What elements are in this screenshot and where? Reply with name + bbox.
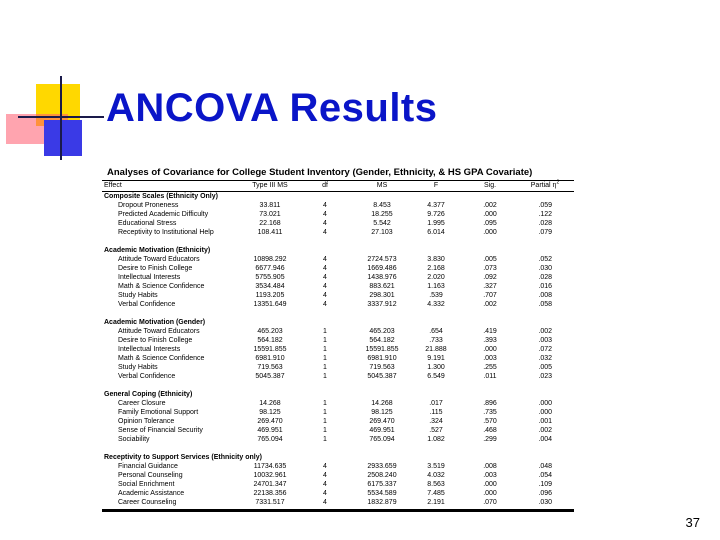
cell-ms: 5.542 [373,220,391,227]
cell-sig: .092 [483,274,497,281]
cell-sig: .003 [483,355,497,362]
cell-sig: .735 [483,409,497,416]
table-row [102,498,574,507]
cell-sig: .002 [483,301,497,308]
cell-eta: .000 [538,400,552,407]
cell-effect: Study Habits [118,292,158,299]
cell-df: 4 [323,229,327,236]
cell-f: 3.519 [427,463,445,470]
cell-ms: 298.301 [369,292,395,299]
cell-ms: 6981.910 [367,355,397,362]
cell-sig: .095 [483,220,497,227]
cell-f: 2.020 [427,274,445,281]
cell-df: 4 [323,499,327,506]
cell-effect: Math & Science Confidence [118,355,205,362]
cell-effect: Financial Guidance [118,463,178,470]
cell-df: 1 [323,364,327,371]
cell-eta: .002 [538,427,552,434]
cell-ms: 18.255 [371,211,393,218]
cell-sig: .000 [483,346,497,353]
table-group-row [102,453,574,462]
cell-ss: 7331.517 [255,499,285,506]
cell-ms: 5534.589 [367,490,397,497]
cell-sig: .005 [483,256,497,263]
cell-ss: 108.411 [257,229,283,236]
cell-effect: Verbal Confidence [118,373,176,380]
cell-effect: Family Emotional Support [118,409,199,416]
cell-ss: 765.094 [257,436,283,443]
table-row [102,462,574,471]
cell-effect: Dropout Proneness [118,202,179,209]
decor-horizontal-line [18,116,104,118]
cell-ms: 564.182 [369,337,395,344]
table-row [102,408,574,417]
cell-ss: 10032.961 [253,472,287,479]
cell-eta: .030 [538,265,552,272]
table-bottom-rule [102,509,574,512]
table-group-row [102,246,574,255]
table-group-row [102,318,574,327]
table-spacer-row [102,381,574,390]
cell-sig: .896 [483,400,497,407]
cell-df: 1 [323,355,327,362]
cell-df: 1 [323,328,327,335]
cell-ms: 2508.240 [367,472,397,479]
cell-sig: .002 [483,202,497,209]
table-header-row [102,181,574,191]
cell-ss: 5755.905 [255,274,285,281]
table-row [102,282,574,291]
cell-sig: .000 [483,211,497,218]
table-row [102,426,574,435]
cell-effect: Personal Counseling [118,472,183,479]
cell-f: 7.485 [427,490,445,497]
cell-eta: .016 [538,283,552,290]
cell-eta: .005 [538,364,552,371]
cell-f: 9.191 [427,355,445,362]
cell-ss: 98.125 [259,409,281,416]
cell-sig: .327 [483,283,497,290]
cell-df: 4 [323,292,327,299]
cell-ss: 6981.910 [255,355,285,362]
cell-df: 1 [323,346,327,353]
cell-df: 4 [323,301,327,308]
cell-ss: 465.203 [257,328,283,335]
cell-eta: .008 [538,292,552,299]
cell-ms: 6175.337 [367,481,397,488]
cell-ss: 6677.946 [255,265,285,272]
cell-sig: .000 [483,481,497,488]
table-row [102,273,574,282]
cell-effect: Desire to Finish College [118,337,193,344]
cell-eta: .079 [538,229,552,236]
cell-sig: .073 [483,265,497,272]
cell-sig: .570 [483,418,497,425]
table-row [102,435,574,444]
group-label: Academic Motivation (Gender) [104,319,206,326]
cell-sig: .393 [483,337,497,344]
cell-sig: .008 [483,463,497,470]
cell-f: .539 [429,292,443,299]
cell-f: 6.014 [427,229,445,236]
ancova-table [102,166,574,512]
cell-ms: 27.103 [371,229,393,236]
cell-ss: 33.811 [259,202,281,209]
cell-sig: .003 [483,472,497,479]
cell-ms: 1669.486 [367,265,397,272]
table-row [102,345,574,354]
cell-effect: Career Counseling [118,499,177,506]
cell-sig: .707 [483,292,497,299]
cell-sig: .419 [483,328,497,335]
table-row [102,201,574,210]
cell-df: 1 [323,409,327,416]
header-ms: MS [376,182,388,189]
cell-eta: .023 [538,373,552,380]
cell-df: 4 [323,211,327,218]
table-row [102,300,574,309]
cell-sig: .299 [483,436,497,443]
cell-ms: 15591.855 [365,346,399,353]
header-effect: Effect [104,182,122,189]
cell-f: 2.168 [427,265,445,272]
cell-f: .527 [429,427,443,434]
table-group-row [102,192,574,201]
cell-effect: Social Enrichment [118,481,175,488]
table-group-row [102,390,574,399]
cell-ms: 1438.976 [367,274,397,281]
cell-ss: 564.182 [257,337,283,344]
table-row [102,210,574,219]
cell-df: 1 [323,337,327,344]
cell-eta: .032 [538,355,552,362]
cell-df: 4 [323,283,327,290]
cell-ss: 269.470 [257,418,283,425]
cell-sig: .011 [483,373,497,380]
table-row [102,327,574,336]
cell-effect: Academic Assistance [118,490,185,497]
cell-f: 1.300 [427,364,445,371]
cell-sig: .000 [483,229,497,236]
header-f: F [433,182,439,189]
cell-ms: 469.951 [369,427,395,434]
cell-df: 4 [323,256,327,263]
cell-eta: .096 [538,490,552,497]
cell-eta: .028 [538,220,552,227]
cell-ms: 14.268 [371,400,393,407]
cell-eta: .000 [538,409,552,416]
cell-df: 1 [323,418,327,425]
cell-effect: Attitude Toward Educators [118,256,200,263]
cell-ms: 8.453 [373,202,391,209]
cell-effect: Intellectual Interests [118,346,181,353]
cell-effect: Sense of Financial Security [118,427,203,434]
cell-f: 4.032 [427,472,445,479]
cell-eta: .109 [538,481,552,488]
cell-df: 4 [323,265,327,272]
cell-ss: 14.268 [259,400,281,407]
cell-effect: Opinion Tolerance [118,418,175,425]
table-row [102,264,574,273]
cell-ss: 22.168 [259,220,281,227]
cell-ss: 15591.855 [253,346,287,353]
cell-f: 8.563 [427,481,445,488]
cell-f: 1.163 [427,283,445,290]
cell-effect: Math & Science Confidence [118,283,205,290]
cell-eta: .048 [538,463,552,470]
table-row [102,363,574,372]
cell-ms: 98.125 [371,409,393,416]
cell-eta: .059 [538,202,552,209]
cell-ss: 1193.205 [255,292,285,299]
table-row [102,336,574,345]
header-df: df [322,182,328,189]
table-row [102,471,574,480]
cell-ss: 719.563 [257,364,283,371]
cell-sig: .070 [483,499,497,506]
header-partial-eta [520,181,570,191]
table-spacer-row [102,309,574,318]
cell-df: 4 [323,220,327,227]
cell-eta: .072 [538,346,552,353]
cell-ms: 3337.912 [367,301,397,308]
table-row [102,480,574,489]
header-partial-eta-label: Partial η [530,182,557,189]
cell-eta: .058 [538,301,552,308]
table-caption: Analyses of Covariance for College Student Inventory (Gender, Ethnicity, & HS GPA Covariate) [107,167,533,178]
header-sig: Sig. [483,182,497,189]
cell-f: 4.377 [427,202,445,209]
cell-ss: 10898.292 [253,256,287,263]
table-row [102,228,574,237]
cell-f: 9.726 [427,211,445,218]
cell-effect: Career Closure [118,400,166,407]
cell-df: 1 [323,427,327,434]
cell-effect: Predicted Academic Difficulty [118,211,209,218]
cell-eta: .002 [538,328,552,335]
cell-f: 4.332 [427,301,445,308]
cell-effect: Intellectual Interests [118,274,181,281]
decor-vertical-line [60,76,62,160]
cell-effect: Sociability [118,436,150,443]
cell-df: 4 [323,202,327,209]
table-row [102,372,574,381]
cell-sig: .255 [483,364,497,371]
cell-f: .115 [429,409,443,416]
cell-ss: 24701.347 [253,481,287,488]
cell-df: 4 [323,490,327,497]
cell-f: .017 [429,400,443,407]
group-label: General Coping (Ethnicity) [104,391,193,398]
cell-f: 1.082 [427,436,445,443]
group-label: Academic Motivation (Ethnicity) [104,247,211,254]
cell-f: 6.549 [427,373,445,380]
table-spacer-row [102,444,574,453]
cell-ms: 719.563 [369,364,395,371]
cell-ms: 883.621 [369,283,395,290]
decor-blue-block [44,120,82,156]
table-row [102,219,574,228]
cell-df: 4 [323,481,327,488]
cell-eta: .001 [538,418,552,425]
cell-f: .324 [429,418,443,425]
cell-df: 4 [323,472,327,479]
cell-ss: 5045.387 [255,373,285,380]
cell-ms: 269.470 [369,418,395,425]
cell-df: 4 [323,463,327,470]
group-label: Receptivity to Support Services (Ethnicity only) [104,454,262,461]
group-label: Composite Scales (Ethnicity Only) [104,193,218,200]
cell-eta: .004 [538,436,552,443]
header-partial-eta-sup: 2 [556,179,560,186]
cell-ms: 2724.573 [367,256,397,263]
cell-f: .654 [429,328,443,335]
cell-sig: .468 [483,427,497,434]
cell-df: 4 [323,274,327,281]
table-spacer-row [102,237,574,246]
page-number: 37 [685,515,700,530]
cell-f: 21.888 [425,346,447,353]
cell-eta: .122 [538,211,552,218]
cell-effect: Desire to Finish College [118,265,193,272]
cell-effect: Receptivity to Institutional Help [118,229,214,236]
cell-df: 1 [323,436,327,443]
slide-title: ANCOVA Results [106,86,438,130]
cell-ss: 469.951 [257,427,283,434]
cell-ss: 13351.649 [253,301,287,308]
cell-df: 1 [323,400,327,407]
cell-sig: .000 [483,490,497,497]
cell-ms: 465.203 [369,328,395,335]
table-row [102,489,574,498]
cell-effect: Educational Stress [118,220,177,227]
cell-f: 1.995 [427,220,445,227]
cell-ss: 11734.635 [253,463,287,470]
cell-ms: 2933.659 [367,463,397,470]
cell-ss: 73.021 [259,211,281,218]
cell-f: 3.830 [427,256,445,263]
cell-effect: Attitude Toward Educators [118,328,200,335]
table-row [102,354,574,363]
cell-eta: .052 [538,256,552,263]
cell-eta: .028 [538,274,552,281]
cell-effect: Verbal Confidence [118,301,176,308]
cell-eta: .054 [538,472,552,479]
cell-f: 2.191 [427,499,445,506]
table-row [102,399,574,408]
cell-effect: Study Habits [118,364,158,371]
cell-ms: 1832.879 [367,499,397,506]
cell-ss: 3534.484 [255,283,285,290]
cell-ss: 22138.356 [253,490,287,497]
header-type-iii-ms: Type III MS [252,182,288,189]
cell-df: 1 [323,373,327,380]
cell-f: .733 [429,337,443,344]
cell-eta: .003 [538,337,552,344]
table-row [102,417,574,426]
cell-eta: .030 [538,499,552,506]
cell-ms: 765.094 [369,436,395,443]
table-body [102,192,574,507]
table-row [102,255,574,264]
cell-ms: 5045.387 [367,373,397,380]
table-row [102,291,574,300]
